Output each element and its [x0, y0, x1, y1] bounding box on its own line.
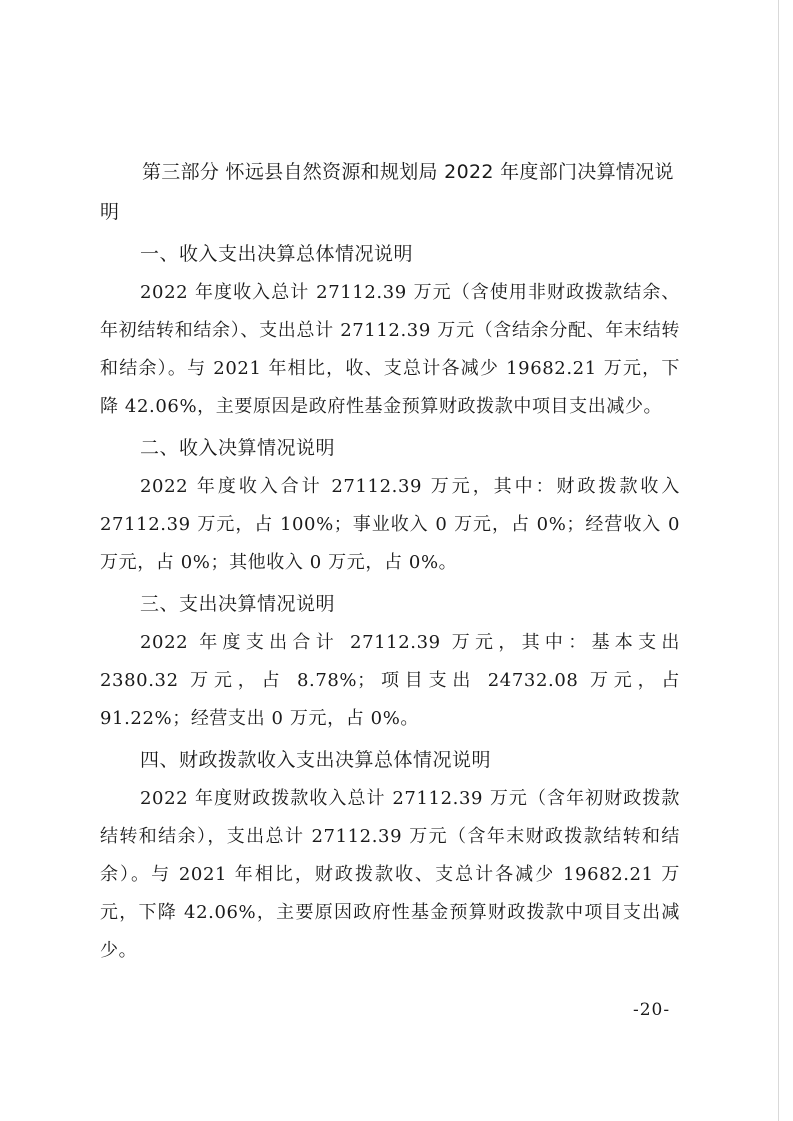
- section-4: [100, 740, 680, 970]
- section-heading: 一、收入支出决算总体情况说明: [140, 243, 414, 265]
- section-paragraph: 2022 年度收入合计 27112.39 万元，其中：财政拨款收入 27112.39 万元，占 100%；事业收入 0 万元，占 0%；经营收入 0 万元，占 0%；其他收入 0 万元，占 0%。: [100, 476, 680, 573]
- section-heading: 二、收入决算情况说明: [140, 437, 336, 459]
- page-edge-line: [778, 0, 779, 1121]
- section-paragraph: 2022 年度收入总计 27112.39 万元（含使用非财政拨款结余、年初结转和结余）、支出总计 27112.39 万元（含结余分配、年末结转和结余）。与 2021 年相比，收、支总计各减少 19682.21 万元，下降 42.06%，主要原因是政府性基金预算财政拨款中项目支出减少。: [100, 282, 680, 417]
- document-title: 第三部分 怀远县自然资源和规划局 2022 年度部门决算情况说明: [100, 161, 674, 223]
- section-paragraph: 2022 年度支出合计 27112.39 万元，其中：基本支出 2380.32 万元，占 8.78%；项目支出 24732.08 万元，占 91.22%；经营支出 0 万元，占 0%。: [100, 632, 680, 729]
- section-paragraph: 2022 年度财政拨款收入总计 27112.39 万元（含年初财政拨款结转和结余），支出总计 27112.39 万元（含年末财政拨款结转和结余）。与 2021 年相比，财政拨款收、支总计各减少 19682.21 万元，下降 42.06%，主要原因政府性基金预算财政拨款中项目支出减少。: [100, 788, 680, 961]
- section-3: [100, 584, 680, 738]
- section-1: [100, 234, 680, 426]
- page-number: -20-: [633, 1000, 671, 1020]
- section-heading: 四、财政拨款收入支出决算总体情况说明: [140, 749, 492, 771]
- document-body: [100, 152, 680, 970]
- section-2: [100, 428, 680, 582]
- section-heading: 三、支出决算情况说明: [140, 593, 336, 615]
